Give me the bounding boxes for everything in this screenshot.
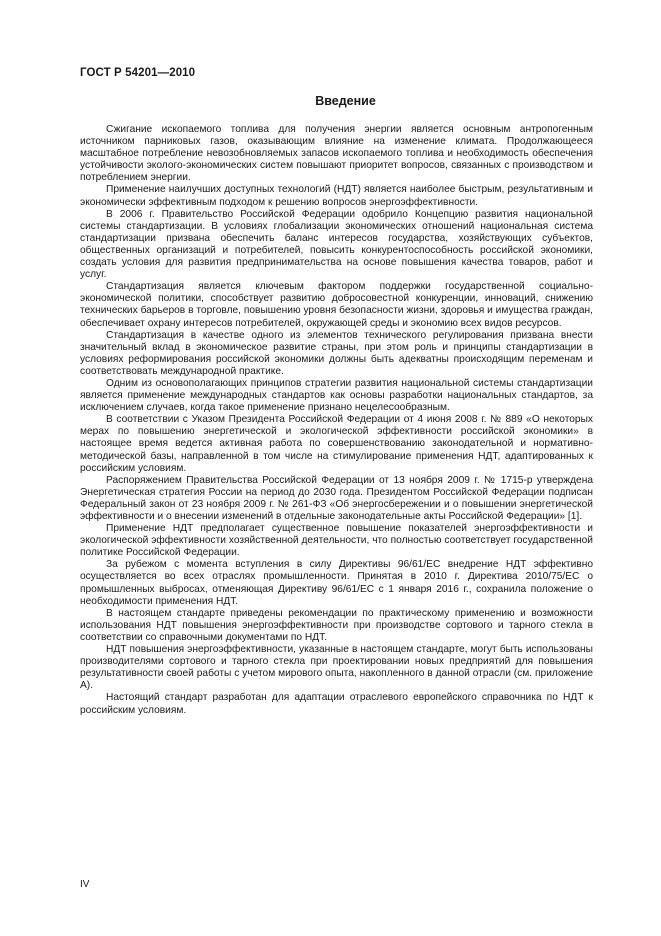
page-number: IV bbox=[80, 879, 90, 890]
paragraph: Стандартизация является ключевым фактором поддержки государственной социально-экономической политики, способствует развитию добросовестной конкуренции, инноваций, снижению технических барьеров в торговле, повышению уровня безопасности жизни, здоровья и имущества граждан, обеспечивает охрану интересов потребителей, окружающей среды и экономию всех видов ресурсов. bbox=[80, 281, 593, 329]
paragraph: В 2006 г. Правительство Российской Федерации одобрило Концепцию развития национальной системы стандартизации. В условиях глобализации экономических отношений национальная система стандартизации призвана обеспечить баланс интересов государства, хозяйствующих субъектов, общественных организаций и потребителей, повысить конкурентоспособность российской экономики, создать условия для развития предпринимательства на основе повышения качества товаров, работ и услуг. bbox=[80, 208, 593, 281]
paragraph: В соответствии с Указом Президента Российской Федерации от 4 июня 2008 г. № 889 «О некоторых мерах по повышению энергетической и экологической эффективности российской экономики» в настоящее время ведется активная работа по совершенствованию законодательной и нормативно-методической базы, направленной в том числе на стимулирование применения НДТ, адаптированных к российским условиям. bbox=[80, 414, 593, 474]
document-id-header: ГОСТ Р 54201—2010 bbox=[80, 67, 196, 79]
paragraph: Стандартизация в качестве одного из элементов технического регулирования призвана внести значительный вклад в экономическое развитие страны, при этом роль и принципы стандартизации в условиях реформирования российской экономики должны быть адекватны происходящим переменам и соответствовать международной практике. bbox=[80, 329, 593, 377]
section-title: Введение bbox=[315, 94, 376, 108]
paragraph: Применение наилучших доступных технологий (НДТ) является наиболее быстрым, результативным и экономически эффективным подходом к решению вопросов энергоэффективности. bbox=[80, 184, 593, 208]
introduction-body bbox=[80, 124, 593, 717]
paragraph: Распоряжением Правительства Российской Федерации от 13 ноября 2009 г. № 1715-р утверждена Энергетическая стратегия России на период до 2030 года. Президентом Российской Федерации подписан Федеральный закон от 23 ноября 2009 г. № 261-ФЗ «Об энергосбережении и о повышении энергетической эффективности и о внесении изменений в отдельные законодательные акты Российской Федерации» [1]. bbox=[80, 474, 593, 522]
paragraph: Одним из основополагающих принципов стратегии развития национальной системы стандартизации является применение международных стандартов как основы разработки национальных стандартов, за исключением случаев, когда такое применение признано нецелесообразным. bbox=[80, 377, 593, 414]
paragraph: Настоящий стандарт разработан для адаптации отраслевого европейского справочника по НДТ к российским условиям. bbox=[80, 692, 593, 716]
paragraph: Сжигание ископаемого топлива для получения энергии является основным антропогенным источником парниковых газов, оказывающим влияние на изменение климата. Продолжающееся масштабное потребление невозобновляемых запасов ископаемого топлива и необходимость обеспечения устойчивости эколого-экономических систем повышают приоритет вопросов, связанных с производством и потреблением энергии. bbox=[80, 124, 593, 184]
paragraph: В настоящем стандарте приведены рекомендации по практическому применению и возможности использования НДТ повышения энергоэффективности при производстве сортового и тарного стекла в соответствии со справочными документами по НДТ. bbox=[80, 607, 593, 643]
paragraph: НДТ повышения энергоэффективности, указанные в настоящем стандарте, могут быть использованы производителями сортового и тарного стекла при проектировании новых предприятий для повышения результативности своей работы с учетом мирового опыта, накопленного в данной отрасли (см. приложение А). bbox=[80, 644, 593, 692]
paragraph: Применение НДТ предполагает существенное повышение показателей энергоэффективности и экологической эффективности хозяйственной деятельности, что полностью соответствует государственной политике Российской Федерации. bbox=[80, 523, 593, 559]
paragraph: За рубежом с момента вступления в силу Директивы 96/61/ЕС внедрение НДТ эффективно осуществляется во всех отраслях промышленности. Принятая в 2010 г. Директива 2010/75/ЕС о промышленных выбросах, отменяющая Директиву 96/61/ЕС с 1 января 2016 г., сохранила положение о необходимости применения НДТ. bbox=[80, 559, 593, 607]
